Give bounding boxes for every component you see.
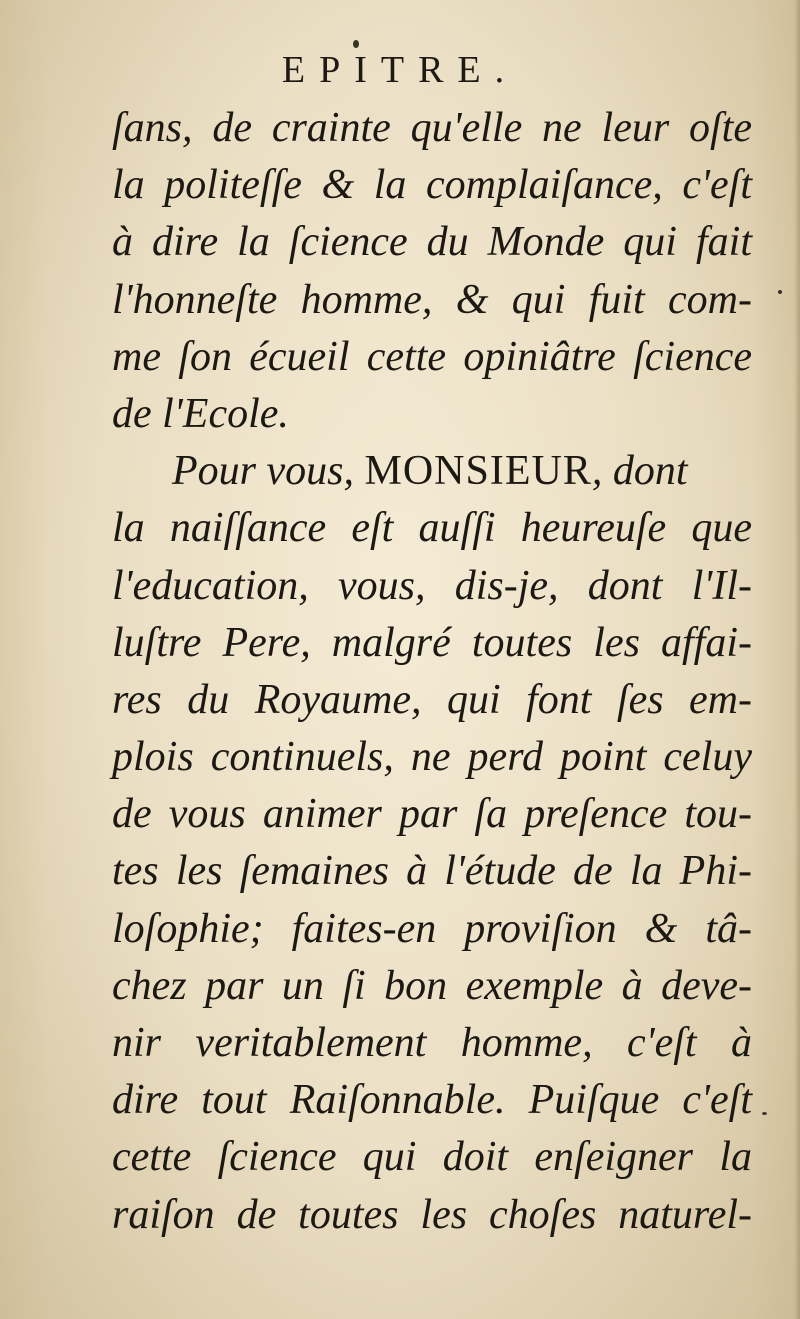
text-line: l'education, vous, dis-je, dont l'Il- — [112, 562, 752, 609]
text-line: res du Royaume, qui font ſes em- — [112, 676, 752, 723]
addressee-smallcaps: MONSIEUR — [364, 448, 592, 495]
text-line: loſophie; faites-en proviſion & tâ- — [112, 905, 752, 952]
text-line: la politeſſe & la complaiſance, c'eſt — [112, 162, 752, 209]
text-line: à dire la ſcience du Monde qui fait — [112, 219, 752, 266]
text-line: la naiſſance eſt auſſi heureuſe que — [112, 505, 752, 552]
text-line: de l'Ecole. — [112, 390, 289, 437]
text-line: l'honneſte homme, & qui fuit com- — [112, 276, 752, 323]
text-line: chez par un ſi bon exemple à deve- — [112, 962, 752, 1009]
ink-speck — [762, 1112, 767, 1115]
page-header: EPITRE. — [281, 49, 519, 91]
page-text-block — [112, 100, 752, 1244]
text-line: de vous animer par ſa preſence tou- — [112, 791, 752, 838]
text-line-paragraph-start — [112, 443, 752, 500]
text-line: ſans, de crainte qu'elle ne leur oſte — [112, 105, 752, 151]
text-line: nir veritablement homme, c'eſt à — [112, 1020, 752, 1066]
text-line: dire tout Raiſonnable. Puiſque c'eſt — [112, 1077, 752, 1124]
text-line: raiſon de toutes les choſes naturel- — [112, 1191, 752, 1238]
ink-speck — [353, 40, 359, 48]
text-line: plois continuels, ne perd point celuy — [112, 734, 752, 781]
text-segment: , dont — [591, 448, 688, 495]
text-line: tes les ſemaines à l'étude de la Phi- — [112, 848, 752, 895]
ink-speck — [778, 290, 782, 294]
text-line: luſtre Pere, malgré toutes les affai- — [112, 619, 752, 666]
page-edge-shadow — [794, 0, 800, 1319]
text-segment: Pour vous, — [172, 448, 354, 495]
text-line: me ſon écueil cette opiniâtre ſcience — [112, 333, 752, 380]
text-line: cette ſcience qui doit enſeigner la — [112, 1134, 752, 1181]
